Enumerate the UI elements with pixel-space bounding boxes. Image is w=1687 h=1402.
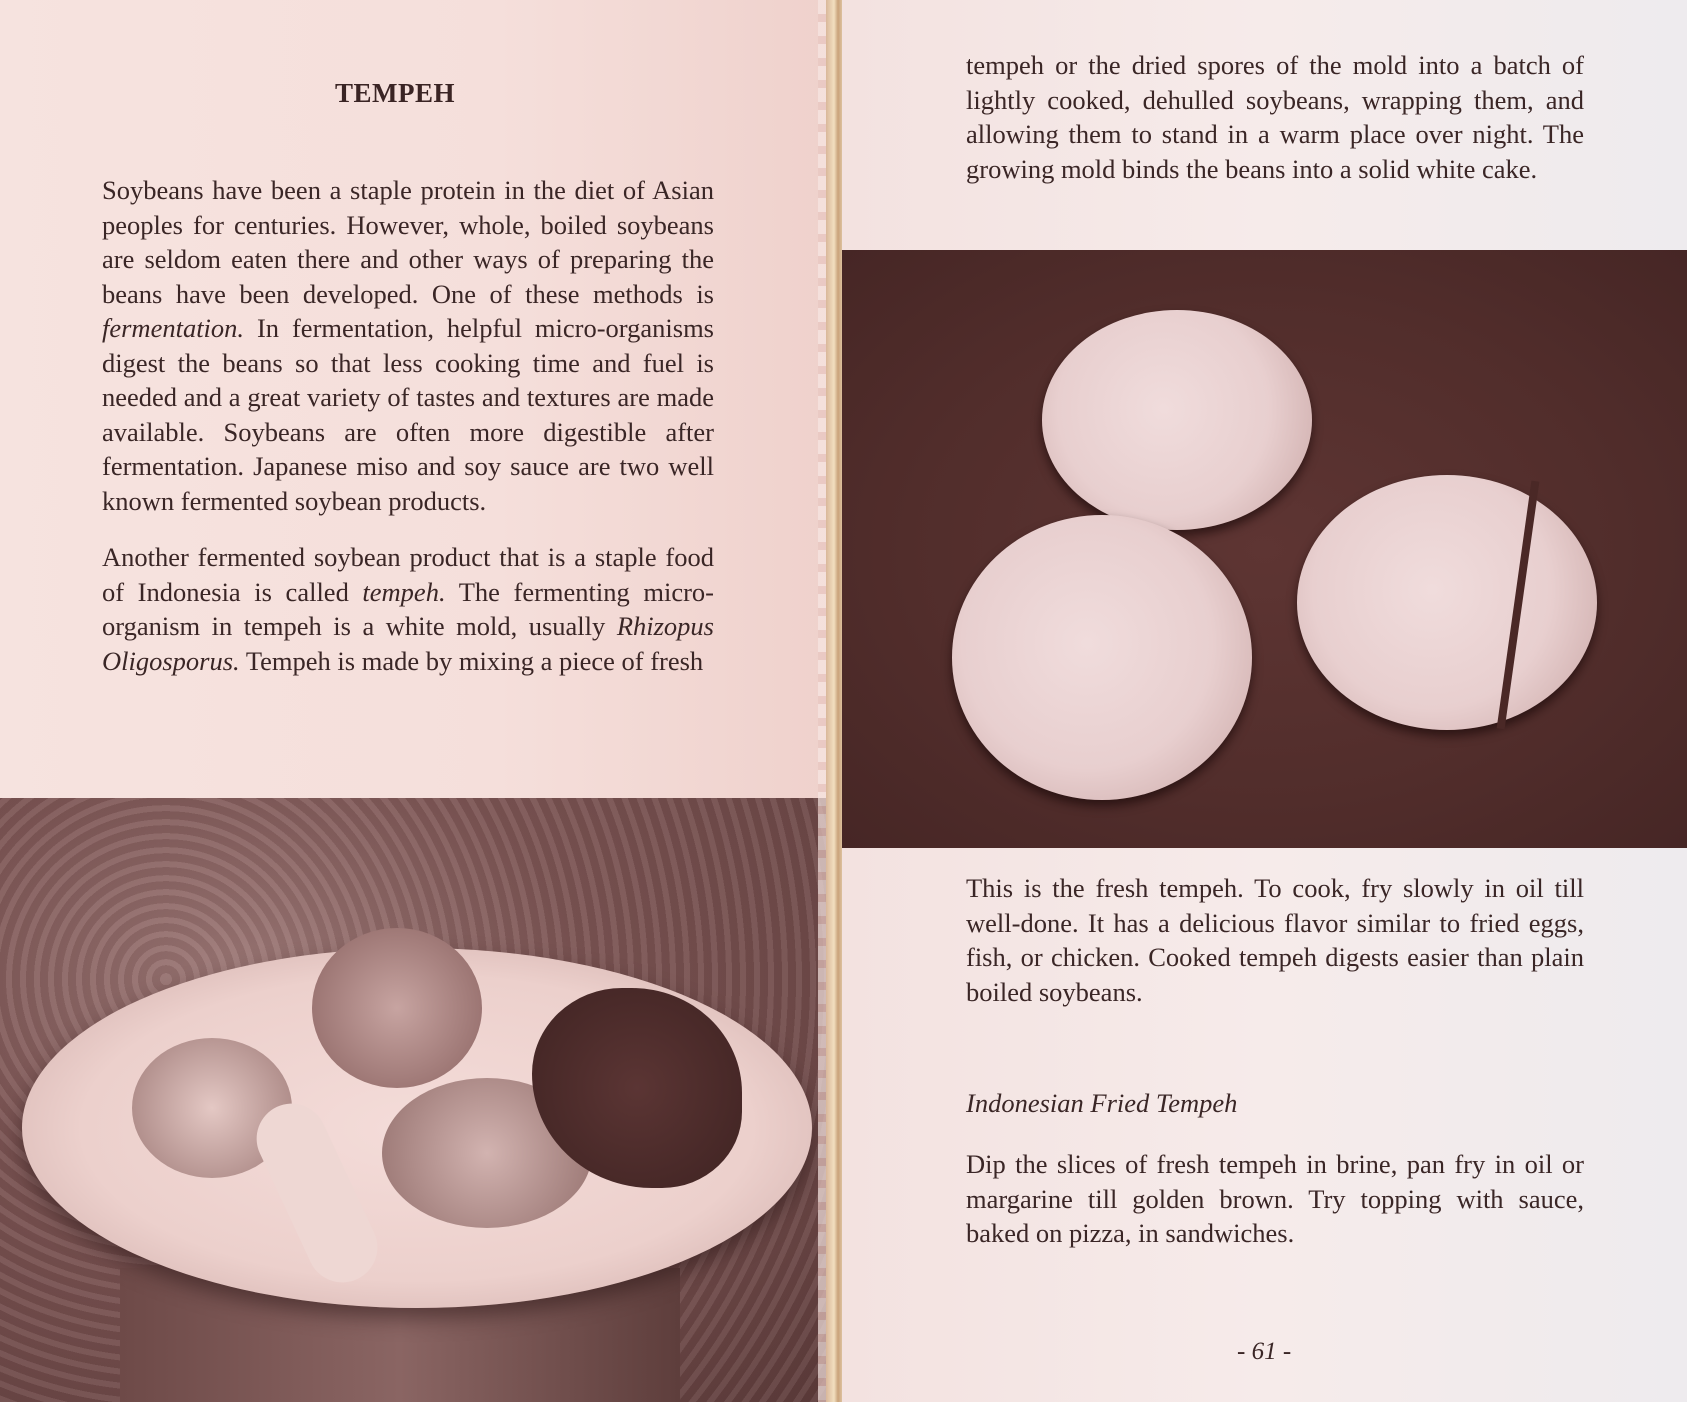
tempeh-cake (952, 515, 1252, 800)
paragraph-1 (102, 173, 714, 518)
tempeh-patty (312, 928, 482, 1088)
recipe-text: Dip the slices of fresh tempeh in brine, pan fry in oil or margarine till golden brown. Try topping with sauce, baked on pizza, in sandwiches. (966, 1149, 1584, 1248)
recipe-body (966, 1147, 1584, 1273)
tempeh-cake (1297, 475, 1597, 730)
recipe-title: Indonesian Fried Tempeh (966, 1088, 1238, 1118)
photo-caption (966, 871, 1584, 1031)
continuation-text (966, 48, 1584, 208)
paragraph-continuation: tempeh or the dried spores of the mold into a batch of lightly cooked, dehulled soybeans, wrapping them, and allowing them to stand in a warm place over night. The growing mold binds the beans into a solid white cake. (966, 50, 1584, 184)
text-run: Tempeh is made by mixing a piece of fresh (239, 645, 704, 676)
italic-term-rhizopus: Rhizopus Oligosporus. (102, 611, 714, 676)
page-title: TEMPEH (334, 78, 455, 108)
italic-term-fermentation: fermentation. (102, 313, 245, 343)
plated-tempeh-photo (0, 798, 830, 1402)
intro-text (102, 173, 714, 700)
page-number: - 61 - (1237, 1338, 1292, 1365)
text-run: In fermentation, helpful micro-organisms digest the beans so that less cooking time and fuel is needed and a great variety of tastes and textures are made available. Soybeans are often more digestible after fermentation. Japanese miso and soy sauce are two well known fermented soybean products. (102, 313, 714, 516)
italic-term-tempeh: tempeh. (362, 576, 446, 607)
fresh-tempeh-photo (842, 250, 1687, 848)
banana (245, 1092, 389, 1294)
text-run: The fermenting micro-organism in tempeh is a white mold, usually (102, 576, 714, 641)
tempeh-cake (1042, 310, 1312, 530)
text-run: Soybeans have been a staple protein in the diet of Asian peoples for centuries. However, whole, boiled soybeans are seldom eaten there and other ways of preparing the beans have been developed. One of these methods is (102, 175, 714, 309)
paragraph-2 (102, 540, 714, 678)
caption-text: This is the fresh tempeh. To cook, fry slowly in oil till well-done. It has a delicious flavor similar to fried eggs, fish, or chicken. Cooked tempeh digests easier than plain boiled soybeans. (966, 873, 1584, 1007)
text-run: Another fermented soybean product that is a staple food of Indonesia is called (102, 542, 714, 607)
plate (22, 948, 812, 1308)
